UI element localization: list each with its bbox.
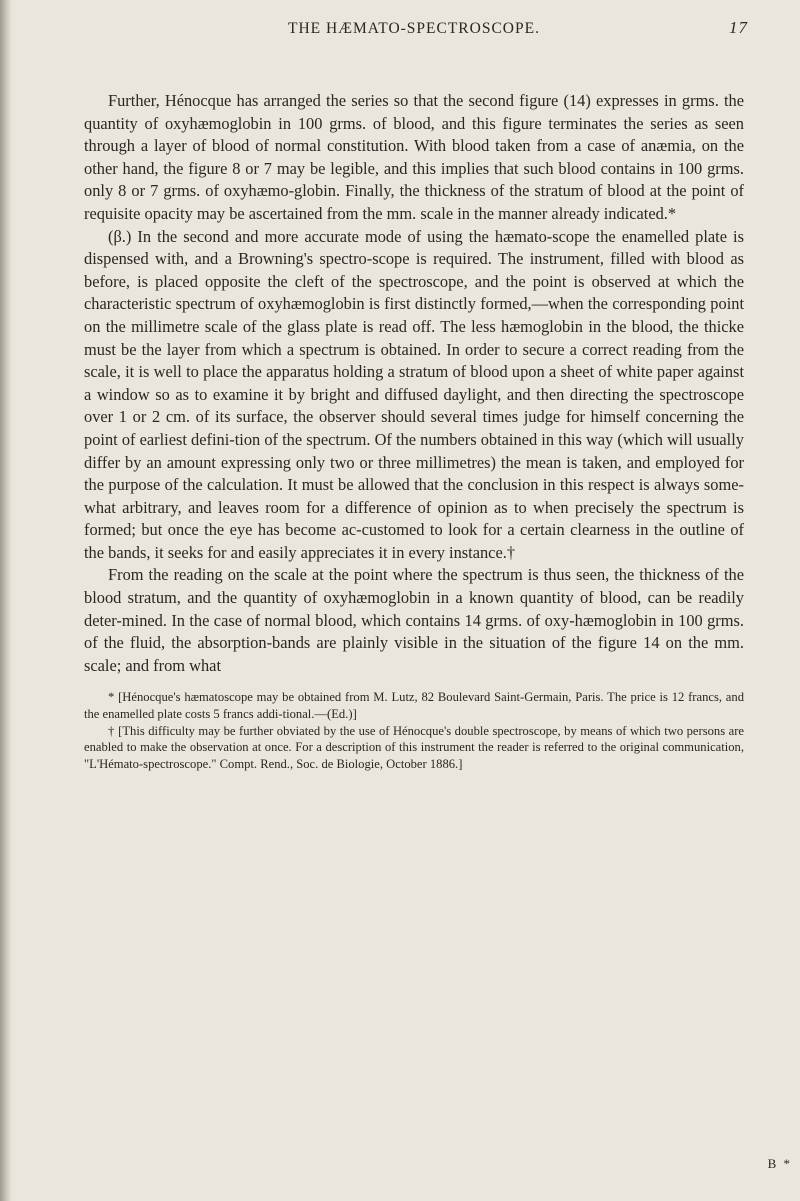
running-title: THE HÆMATO-SPECTROSCOPE. (288, 20, 540, 37)
footnote-2: † [This difficulty may be further obviated by the use of Hénocque's double spectroscope, by means of which two persons are enabled to make the observation at once. For a description of this instrument the reader is referred to the original communication, "L'Hémato-spectroscope." Compt. Rend., Soc. de Biologie, October 1886.] (84, 723, 744, 771)
body-text (84, 90, 744, 677)
paragraph-1: Further, Hénocque has arranged the series so that the second figure (14) expresses in grms. the quantity of oxyhæmoglobin in 100 grms. of blood, and this figure terminates the series as seen through a layer of blood of normal constitution. With blood taken from a case of anæmia, on the other hand, the figure 8 or 7 may be legible, and this implies that such blood contains in 100 grms. only 8 or 7 grms. of oxyhæmo-globin. Finally, the thickness of the stratum of blood at the point of requisite opacity may be ascertained from the mm. scale in the manner already indicated.* (84, 91, 744, 223)
page-binding-edge (0, 0, 12, 1201)
running-header (84, 18, 748, 52)
page-number: 17 (729, 18, 748, 37)
book-page (84, 18, 748, 772)
footnotes (84, 689, 744, 772)
signature-mark: B * (767, 1156, 792, 1171)
paragraph-2: (β.) In the second and more accurate mode of using the hæmato-scope the enamelled plate is dispensed with, and a Browning's spectro-scope is required. The instrument, filled with blood as before, is placed opposite the cleft of the spectroscope, and the point is observed at which the characteristic spectrum of oxyhæmoglobin is first distinctly formed,—when the corresponding point on the millimetre scale of the glass plate is read off. The less hæmoglobin in the blood, the thicke must be the layer from which a spectrum is obtained. In order to secure a correct reading from the scale, it is well to place the apparatus holding a stratum of blood upon a sheet of white paper against a window so as to examine it by bright and diffused daylight, and then directing the spectroscope over 1 or 2 cm. of its surface, the observer should several times judge for himself concerning the point of earliest defini-tion of the spectrum. Of the numbers obtained in this way (which will usually differ by an amount expressing only two or three millimetres) the mean is taken, and employed for the purpose of the calculation. It must be allowed that the conclusion in this respect is always some-what arbitrary, and leaves room for a difference of opinion as to when precisely the spectrum is formed; but once the eye has become ac-customed to look for a certain clearness in the outline of the bands, it seeks for and easily appreciates it in every instance.† (84, 226, 744, 562)
footnote-1: * [Hénocque's hæmatoscope may be obtained from M. Lutz, 82 Boulevard Saint-Germain, Paris. The price is 12 francs, and the enamelled plate costs 5 francs addi-tional.—(Ed.)] (84, 690, 744, 722)
paragraph-3: From the reading on the scale at the point where the spectrum is thus seen, the thickness of the blood stratum, and the quantity of oxyhæmoglobin in a known quantity of blood, can be readily deter-mined. In the case of normal blood, which contains 14 grms. of oxy-hæmoglobin in 100 grms. of the fluid, the absorption-bands are plainly visible in the situation of the figure 14 on the mm. scale; and from what (84, 565, 744, 675)
